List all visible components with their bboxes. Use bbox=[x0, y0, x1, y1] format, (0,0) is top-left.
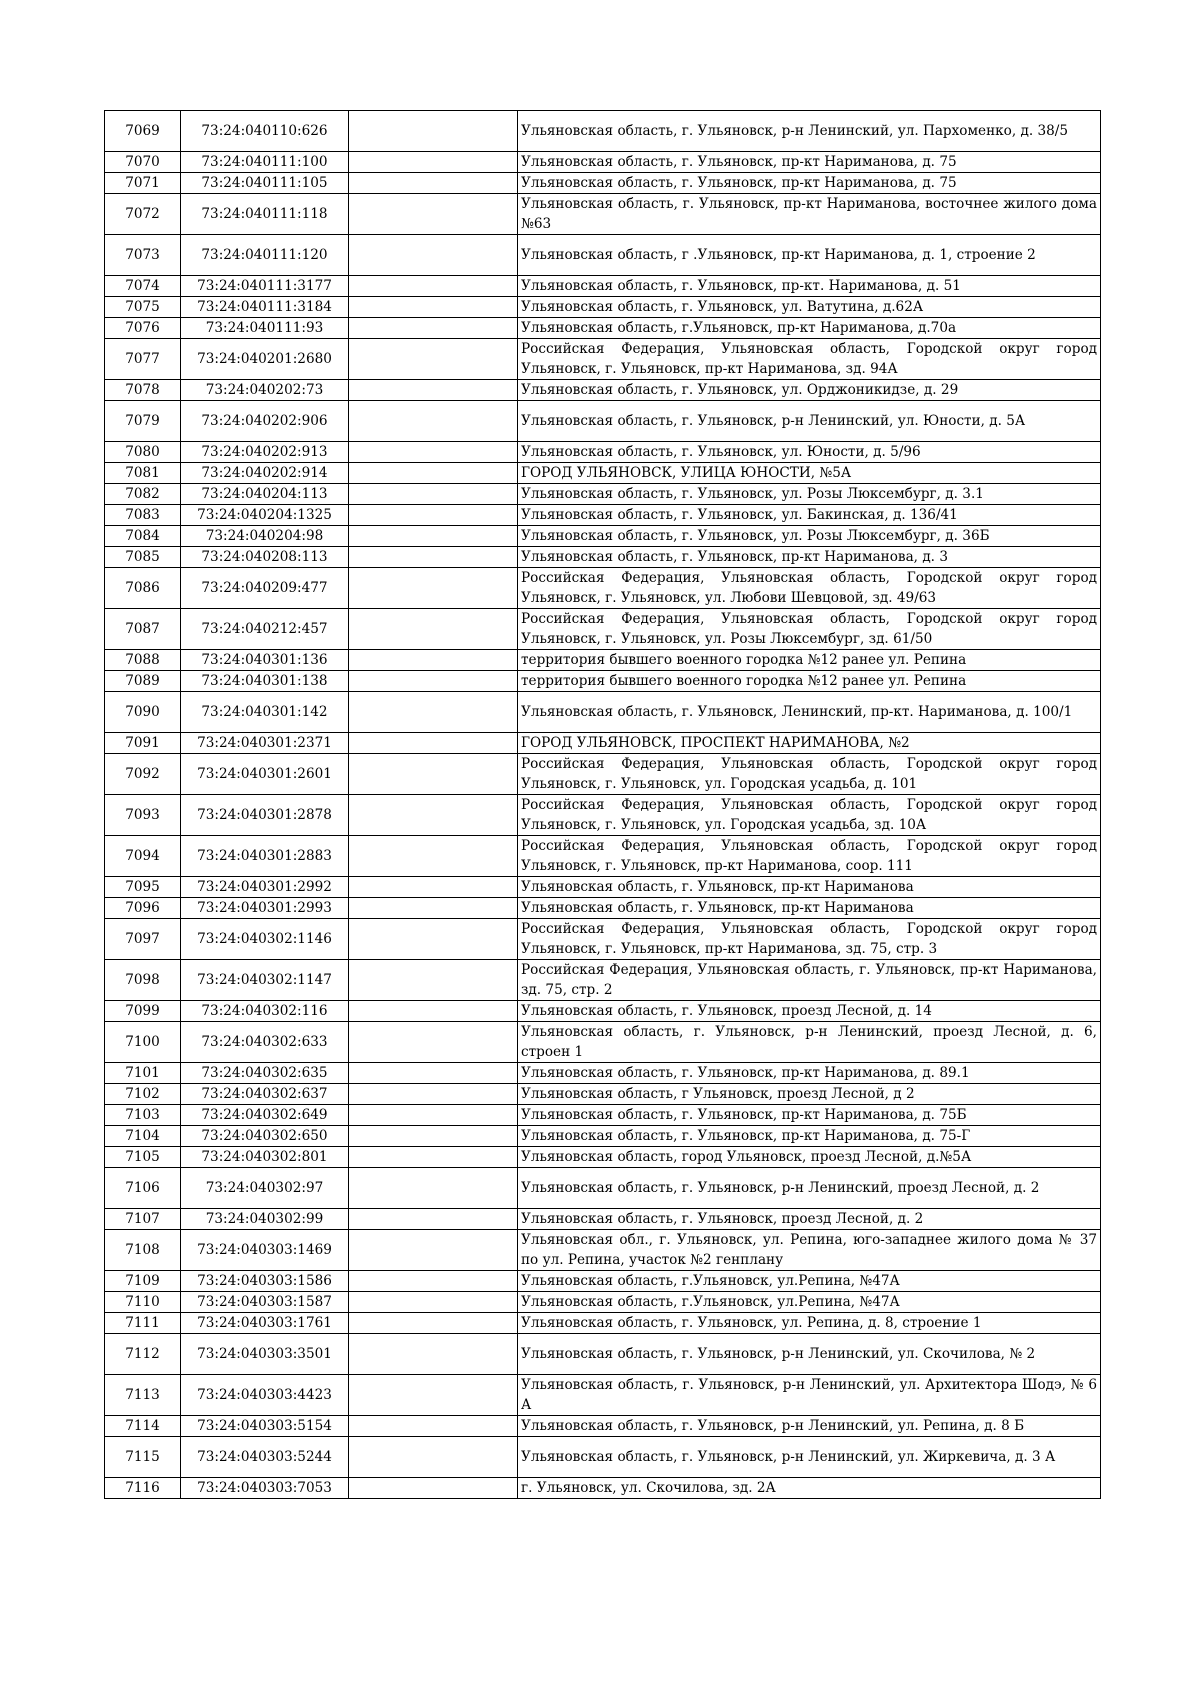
table-row bbox=[105, 1209, 1101, 1230]
address-cell: Ульяновская область, г. Ульяновск, Ленинский, пр-кт. Нариманова, д. 100/1 bbox=[518, 692, 1101, 733]
empty-cell bbox=[349, 1313, 518, 1334]
row-number-cell: 7095 bbox=[105, 877, 181, 898]
table-row bbox=[105, 318, 1101, 339]
address-cell: Российская Федерация, Ульяновская область, Городской округ город Ульяновск, г. Ульяновск, ул. Городская усадьба, зд. 10А bbox=[518, 795, 1101, 836]
cadastral-number-cell: 73:24:040301:138 bbox=[181, 671, 349, 692]
cadastral-number-cell: 73:24:040204:98 bbox=[181, 526, 349, 547]
cadastral-number-cell: 73:24:040111:93 bbox=[181, 318, 349, 339]
row-number-cell: 7111 bbox=[105, 1313, 181, 1334]
row-number-cell: 7084 bbox=[105, 526, 181, 547]
table-row bbox=[105, 836, 1101, 877]
cadastral-number-cell: 73:24:040302:801 bbox=[181, 1147, 349, 1168]
address-cell: территория бывшего военного городка №12 ранее ул. Репина bbox=[518, 671, 1101, 692]
row-number-cell: 7072 bbox=[105, 194, 181, 235]
address-cell: Ульяновская область, г Ульяновск, проезд Лесной, д 2 bbox=[518, 1084, 1101, 1105]
cadastral-registry-table bbox=[104, 110, 1101, 1499]
table-row bbox=[105, 609, 1101, 650]
table-row bbox=[105, 1416, 1101, 1437]
cadastral-number-cell: 73:24:040302:633 bbox=[181, 1022, 349, 1063]
cadastral-number-cell: 73:24:040212:457 bbox=[181, 609, 349, 650]
address-cell: Ульяновская область, г. Ульяновск, пр-кт Нариманова, д. 3 bbox=[518, 547, 1101, 568]
empty-cell bbox=[349, 1022, 518, 1063]
address-cell: Российская Федерация, Ульяновская область, Городской округ город Ульяновск, г. Ульяновск, ул. Любови Шевцовой, зд. 49/63 bbox=[518, 568, 1101, 609]
empty-cell bbox=[349, 1437, 518, 1478]
address-cell: Ульяновская область, г. Ульяновск, пр-кт Нариманова, д. 75 bbox=[518, 173, 1101, 194]
row-number-cell: 7082 bbox=[105, 484, 181, 505]
empty-cell bbox=[349, 235, 518, 276]
cadastral-number-cell: 73:24:040209:477 bbox=[181, 568, 349, 609]
table-row bbox=[105, 194, 1101, 235]
empty-cell bbox=[349, 609, 518, 650]
table-row bbox=[105, 463, 1101, 484]
table-row bbox=[105, 1271, 1101, 1292]
address-cell: Ульяновская область, г. Ульяновск, пр-кт Нариманова bbox=[518, 877, 1101, 898]
cadastral-number-cell: 73:24:040301:2371 bbox=[181, 733, 349, 754]
cadastral-number-cell: 73:24:040303:5244 bbox=[181, 1437, 349, 1478]
address-cell: Ульяновская область, г. Ульяновск, р-н Ленинский, ул. Пархоменко, д. 38/5 bbox=[518, 111, 1101, 152]
empty-cell bbox=[349, 194, 518, 235]
table-row bbox=[105, 1437, 1101, 1478]
address-cell: территория бывшего военного городка №12 ранее ул. Репина bbox=[518, 650, 1101, 671]
empty-cell bbox=[349, 1416, 518, 1437]
empty-cell bbox=[349, 1126, 518, 1147]
cadastral-number-cell: 73:24:040202:914 bbox=[181, 463, 349, 484]
address-cell: Российская Федерация, Ульяновская область, Городской округ город Ульяновск, г. Ульяновск, пр-кт Нариманова, соор. 111 bbox=[518, 836, 1101, 877]
address-cell: Ульяновская область, г. Ульяновск, р-н Ленинский, ул. Юности, д. 5А bbox=[518, 401, 1101, 442]
table-row bbox=[105, 754, 1101, 795]
empty-cell bbox=[349, 754, 518, 795]
empty-cell bbox=[349, 1334, 518, 1375]
cadastral-number-cell: 73:24:040301:136 bbox=[181, 650, 349, 671]
row-number-cell: 7087 bbox=[105, 609, 181, 650]
address-cell: Ульяновская область, г. Ульяновск, р-н Ленинский, ул. Архитектора Шодэ, № 6 А bbox=[518, 1375, 1101, 1416]
empty-cell bbox=[349, 339, 518, 380]
cadastral-number-cell: 73:24:040204:113 bbox=[181, 484, 349, 505]
row-number-cell: 7092 bbox=[105, 754, 181, 795]
table-row bbox=[105, 339, 1101, 380]
empty-cell bbox=[349, 1063, 518, 1084]
row-number-cell: 7110 bbox=[105, 1292, 181, 1313]
cadastral-number-cell: 73:24:040301:2993 bbox=[181, 898, 349, 919]
empty-cell bbox=[349, 318, 518, 339]
cadastral-number-cell: 73:24:040301:2601 bbox=[181, 754, 349, 795]
row-number-cell: 7078 bbox=[105, 380, 181, 401]
address-cell: ГОРОД УЛЬЯНОВСК, ПРОСПЕКТ НАРИМАНОВА, №2 bbox=[518, 733, 1101, 754]
empty-cell bbox=[349, 1001, 518, 1022]
cadastral-number-cell: 73:24:040302:99 bbox=[181, 1209, 349, 1230]
row-number-cell: 7077 bbox=[105, 339, 181, 380]
address-cell: Российская Федерация, Ульяновская область, г. Ульяновск, пр-кт Нариманова, зд. 75, стр. 2 bbox=[518, 960, 1101, 1001]
cadastral-number-cell: 73:24:040208:113 bbox=[181, 547, 349, 568]
table-row bbox=[105, 1063, 1101, 1084]
row-number-cell: 7093 bbox=[105, 795, 181, 836]
table-row bbox=[105, 1230, 1101, 1271]
cadastral-number-cell: 73:24:040302:116 bbox=[181, 1001, 349, 1022]
row-number-cell: 7090 bbox=[105, 692, 181, 733]
empty-cell bbox=[349, 526, 518, 547]
row-number-cell: 7116 bbox=[105, 1478, 181, 1499]
cadastral-number-cell: 73:24:040303:1586 bbox=[181, 1271, 349, 1292]
address-cell: Ульяновская область, г. Ульяновск, пр-кт Нариманова, д. 75-Г bbox=[518, 1126, 1101, 1147]
empty-cell bbox=[349, 505, 518, 526]
address-cell: Ульяновская область, г.Ульяновск, ул.Репина, №47А bbox=[518, 1292, 1101, 1313]
empty-cell bbox=[349, 463, 518, 484]
row-number-cell: 7103 bbox=[105, 1105, 181, 1126]
cadastral-number-cell: 73:24:040111:3177 bbox=[181, 276, 349, 297]
table-row bbox=[105, 1168, 1101, 1209]
empty-cell bbox=[349, 442, 518, 463]
table-row bbox=[105, 1313, 1101, 1334]
row-number-cell: 7085 bbox=[105, 547, 181, 568]
table-row bbox=[105, 442, 1101, 463]
row-number-cell: 7096 bbox=[105, 898, 181, 919]
row-number-cell: 7089 bbox=[105, 671, 181, 692]
table-row bbox=[105, 401, 1101, 442]
row-number-cell: 7080 bbox=[105, 442, 181, 463]
table-row bbox=[105, 692, 1101, 733]
cadastral-number-cell: 73:24:040111:105 bbox=[181, 173, 349, 194]
table-row bbox=[105, 960, 1101, 1001]
row-number-cell: 7088 bbox=[105, 650, 181, 671]
table-row bbox=[105, 111, 1101, 152]
cadastral-number-cell: 73:24:040202:906 bbox=[181, 401, 349, 442]
row-number-cell: 7114 bbox=[105, 1416, 181, 1437]
row-number-cell: 7109 bbox=[105, 1271, 181, 1292]
row-number-cell: 7071 bbox=[105, 173, 181, 194]
row-number-cell: 7076 bbox=[105, 318, 181, 339]
cadastral-number-cell: 73:24:040111:3184 bbox=[181, 297, 349, 318]
address-cell: Ульяновская область, г. Ульяновск, пр-кт Нариманова, восточнее жилого дома №63 bbox=[518, 194, 1101, 235]
address-cell: Ульяновская область, г. Ульяновск, проезд Лесной, д. 2 bbox=[518, 1209, 1101, 1230]
cadastral-number-cell: 73:24:040303:5154 bbox=[181, 1416, 349, 1437]
table-row bbox=[105, 1126, 1101, 1147]
address-cell: Ульяновская область, г. Ульяновск, пр-кт Нариманова, д. 89.1 bbox=[518, 1063, 1101, 1084]
empty-cell bbox=[349, 1209, 518, 1230]
table-row bbox=[105, 898, 1101, 919]
address-cell: Российская Федерация, Ульяновская область, Городской округ город Ульяновск, г. Ульяновск, ул. Городская усадьба, д. 101 bbox=[518, 754, 1101, 795]
row-number-cell: 7102 bbox=[105, 1084, 181, 1105]
empty-cell bbox=[349, 898, 518, 919]
table-row bbox=[105, 235, 1101, 276]
empty-cell bbox=[349, 733, 518, 754]
cadastral-number-cell: 73:24:040302:649 bbox=[181, 1105, 349, 1126]
table-row bbox=[105, 526, 1101, 547]
table-row bbox=[105, 1375, 1101, 1416]
address-cell: Ульяновская область, г. Ульяновск, пр-кт Нариманова bbox=[518, 898, 1101, 919]
table-row bbox=[105, 650, 1101, 671]
address-cell: Ульяновская область, г.Ульяновск, пр-кт Нариманова, д.70а bbox=[518, 318, 1101, 339]
address-cell: Ульяновская область, г. Ульяновск, ул. Бакинская, д. 136/41 bbox=[518, 505, 1101, 526]
empty-cell bbox=[349, 152, 518, 173]
cadastral-number-cell: 73:24:040301:2883 bbox=[181, 836, 349, 877]
table-row bbox=[105, 1478, 1101, 1499]
address-cell: Ульяновская область, г. Ульяновск, р-н Ленинский, ул. Скочилова, № 2 bbox=[518, 1334, 1101, 1375]
row-number-cell: 7074 bbox=[105, 276, 181, 297]
cadastral-number-cell: 73:24:040111:120 bbox=[181, 235, 349, 276]
row-number-cell: 7098 bbox=[105, 960, 181, 1001]
empty-cell bbox=[349, 1375, 518, 1416]
cadastral-number-cell: 73:24:040301:142 bbox=[181, 692, 349, 733]
table-row bbox=[105, 671, 1101, 692]
address-cell: Ульяновская область, г. Ульяновск, р-н Ленинский, проезд Лесной, д. 2 bbox=[518, 1168, 1101, 1209]
address-cell: Ульяновская область, г. Ульяновск, пр-кт Нариманова, д. 75 bbox=[518, 152, 1101, 173]
row-number-cell: 7115 bbox=[105, 1437, 181, 1478]
table-row bbox=[105, 1022, 1101, 1063]
address-cell: Ульяновская область, г. Ульяновск, р-н Ленинский, проезд Лесной, д. 6, строен 1 bbox=[518, 1022, 1101, 1063]
cadastral-number-cell: 73:24:040302:650 bbox=[181, 1126, 349, 1147]
row-number-cell: 7073 bbox=[105, 235, 181, 276]
address-cell: Ульяновская область, г.Ульяновск, ул.Репина, №47А bbox=[518, 1271, 1101, 1292]
row-number-cell: 7086 bbox=[105, 568, 181, 609]
empty-cell bbox=[349, 692, 518, 733]
address-cell: ГОРОД УЛЬЯНОВСК, УЛИЦА ЮНОСТИ, №5А bbox=[518, 463, 1101, 484]
empty-cell bbox=[349, 1230, 518, 1271]
row-number-cell: 7097 bbox=[105, 919, 181, 960]
address-cell: Российская Федерация, Ульяновская область, Городской округ город Ульяновск, г. Ульяновск, ул. Розы Люксембург, зд. 61/50 bbox=[518, 609, 1101, 650]
empty-cell bbox=[349, 276, 518, 297]
table-row bbox=[105, 1292, 1101, 1313]
address-cell: Ульяновская область, г. Ульяновск, ул. Розы Люксембург, д. 3.1 bbox=[518, 484, 1101, 505]
cadastral-number-cell: 73:24:040303:3501 bbox=[181, 1334, 349, 1375]
cadastral-number-cell: 73:24:040302:97 bbox=[181, 1168, 349, 1209]
address-cell: Ульяновская область, г. Ульяновск, проезд Лесной, д. 14 bbox=[518, 1001, 1101, 1022]
row-number-cell: 7101 bbox=[105, 1063, 181, 1084]
table-row bbox=[105, 173, 1101, 194]
address-cell: Ульяновская область, г. Ульяновск, р-н Ленинский, ул. Жиркевича, д. 3 А bbox=[518, 1437, 1101, 1478]
address-cell: Ульяновская обл., г. Ульяновск, ул. Репина, юго-западнее жилого дома № 37 по ул. Репина, участок №2 генплану bbox=[518, 1230, 1101, 1271]
table-row bbox=[105, 297, 1101, 318]
row-number-cell: 7094 bbox=[105, 836, 181, 877]
table-row bbox=[105, 568, 1101, 609]
empty-cell bbox=[349, 380, 518, 401]
empty-cell bbox=[349, 919, 518, 960]
table-row bbox=[105, 877, 1101, 898]
empty-cell bbox=[349, 568, 518, 609]
row-number-cell: 7104 bbox=[105, 1126, 181, 1147]
empty-cell bbox=[349, 671, 518, 692]
address-cell: Российская Федерация, Ульяновская область, Городской округ город Ульяновск, г. Ульяновск, пр-кт Нариманова, зд. 75, стр. 3 bbox=[518, 919, 1101, 960]
empty-cell bbox=[349, 484, 518, 505]
row-number-cell: 7070 bbox=[105, 152, 181, 173]
table-row bbox=[105, 505, 1101, 526]
cadastral-number-cell: 73:24:040303:1587 bbox=[181, 1292, 349, 1313]
cadastral-number-cell: 73:24:040303:7053 bbox=[181, 1478, 349, 1499]
row-number-cell: 7083 bbox=[105, 505, 181, 526]
row-number-cell: 7108 bbox=[105, 1230, 181, 1271]
cadastral-number-cell: 73:24:040202:73 bbox=[181, 380, 349, 401]
table-row bbox=[105, 919, 1101, 960]
cadastral-number-cell: 73:24:040302:1146 bbox=[181, 919, 349, 960]
table-row bbox=[105, 276, 1101, 297]
empty-cell bbox=[349, 650, 518, 671]
row-number-cell: 7107 bbox=[105, 1209, 181, 1230]
row-number-cell: 7075 bbox=[105, 297, 181, 318]
cadastral-number-cell: 73:24:040111:100 bbox=[181, 152, 349, 173]
empty-cell bbox=[349, 877, 518, 898]
address-cell: Ульяновская область, г. Ульяновск, пр-кт. Нариманова, д. 51 bbox=[518, 276, 1101, 297]
table-row bbox=[105, 1105, 1101, 1126]
table-row bbox=[105, 795, 1101, 836]
table-row bbox=[105, 1147, 1101, 1168]
empty-cell bbox=[349, 1168, 518, 1209]
address-cell: Ульяновская область, г .Ульяновск, пр-кт Нариманова, д. 1, строение 2 bbox=[518, 235, 1101, 276]
cadastral-number-cell: 73:24:040201:2680 bbox=[181, 339, 349, 380]
address-cell: Ульяновская область, г. Ульяновск, ул. Юности, д. 5/96 bbox=[518, 442, 1101, 463]
address-cell: Ульяновская область, г. Ульяновск, ул. Ватутина, д.62А bbox=[518, 297, 1101, 318]
table-row bbox=[105, 152, 1101, 173]
row-number-cell: 7105 bbox=[105, 1147, 181, 1168]
row-number-cell: 7079 bbox=[105, 401, 181, 442]
table-row bbox=[105, 733, 1101, 754]
cadastral-number-cell: 73:24:040303:1761 bbox=[181, 1313, 349, 1334]
empty-cell bbox=[349, 1271, 518, 1292]
cadastral-number-cell: 73:24:040303:4423 bbox=[181, 1375, 349, 1416]
table-row bbox=[105, 1001, 1101, 1022]
empty-cell bbox=[349, 297, 518, 318]
address-cell: Ульяновская область, г. Ульяновск, ул. Орджоникидзе, д. 29 bbox=[518, 380, 1101, 401]
cadastral-number-cell: 73:24:040302:1147 bbox=[181, 960, 349, 1001]
empty-cell bbox=[349, 1084, 518, 1105]
address-cell: Российская Федерация, Ульяновская область, Городской округ город Ульяновск, г. Ульяновск, пр-кт Нариманова, зд. 94А bbox=[518, 339, 1101, 380]
empty-cell bbox=[349, 1478, 518, 1499]
table-row bbox=[105, 484, 1101, 505]
registry-table-body bbox=[105, 111, 1101, 1499]
empty-cell bbox=[349, 795, 518, 836]
address-cell: Ульяновская область, город Ульяновск, проезд Лесной, д.№5А bbox=[518, 1147, 1101, 1168]
empty-cell bbox=[349, 173, 518, 194]
address-cell: г. Ульяновск, ул. Скочилова, зд. 2А bbox=[518, 1478, 1101, 1499]
cadastral-number-cell: 73:24:040301:2878 bbox=[181, 795, 349, 836]
cadastral-number-cell: 73:24:040302:637 bbox=[181, 1084, 349, 1105]
row-number-cell: 7113 bbox=[105, 1375, 181, 1416]
cadastral-number-cell: 73:24:040302:635 bbox=[181, 1063, 349, 1084]
empty-cell bbox=[349, 401, 518, 442]
cadastral-number-cell: 73:24:040204:1325 bbox=[181, 505, 349, 526]
row-number-cell: 7081 bbox=[105, 463, 181, 484]
address-cell: Ульяновская область, г. Ульяновск, р-н Ленинский, ул. Репина, д. 8 Б bbox=[518, 1416, 1101, 1437]
cadastral-number-cell: 73:24:040303:1469 bbox=[181, 1230, 349, 1271]
table-row bbox=[105, 380, 1101, 401]
cadastral-number-cell: 73:24:040301:2992 bbox=[181, 877, 349, 898]
empty-cell bbox=[349, 1105, 518, 1126]
empty-cell bbox=[349, 1147, 518, 1168]
row-number-cell: 7091 bbox=[105, 733, 181, 754]
address-cell: Ульяновская область, г. Ульяновск, ул. Розы Люксембург, д. 36Б bbox=[518, 526, 1101, 547]
table-row bbox=[105, 1334, 1101, 1375]
empty-cell bbox=[349, 547, 518, 568]
cadastral-number-cell: 73:24:040110:626 bbox=[181, 111, 349, 152]
row-number-cell: 7069 bbox=[105, 111, 181, 152]
table-row bbox=[105, 547, 1101, 568]
table-row bbox=[105, 1084, 1101, 1105]
row-number-cell: 7100 bbox=[105, 1022, 181, 1063]
empty-cell bbox=[349, 960, 518, 1001]
empty-cell bbox=[349, 1292, 518, 1313]
cadastral-number-cell: 73:24:040202:913 bbox=[181, 442, 349, 463]
row-number-cell: 7106 bbox=[105, 1168, 181, 1209]
address-cell: Ульяновская область, г. Ульяновск, пр-кт Нариманова, д. 75Б bbox=[518, 1105, 1101, 1126]
row-number-cell: 7112 bbox=[105, 1334, 181, 1375]
empty-cell bbox=[349, 111, 518, 152]
row-number-cell: 7099 bbox=[105, 1001, 181, 1022]
address-cell: Ульяновская область, г. Ульяновск, ул. Репина, д. 8, строение 1 bbox=[518, 1313, 1101, 1334]
empty-cell bbox=[349, 836, 518, 877]
cadastral-number-cell: 73:24:040111:118 bbox=[181, 194, 349, 235]
